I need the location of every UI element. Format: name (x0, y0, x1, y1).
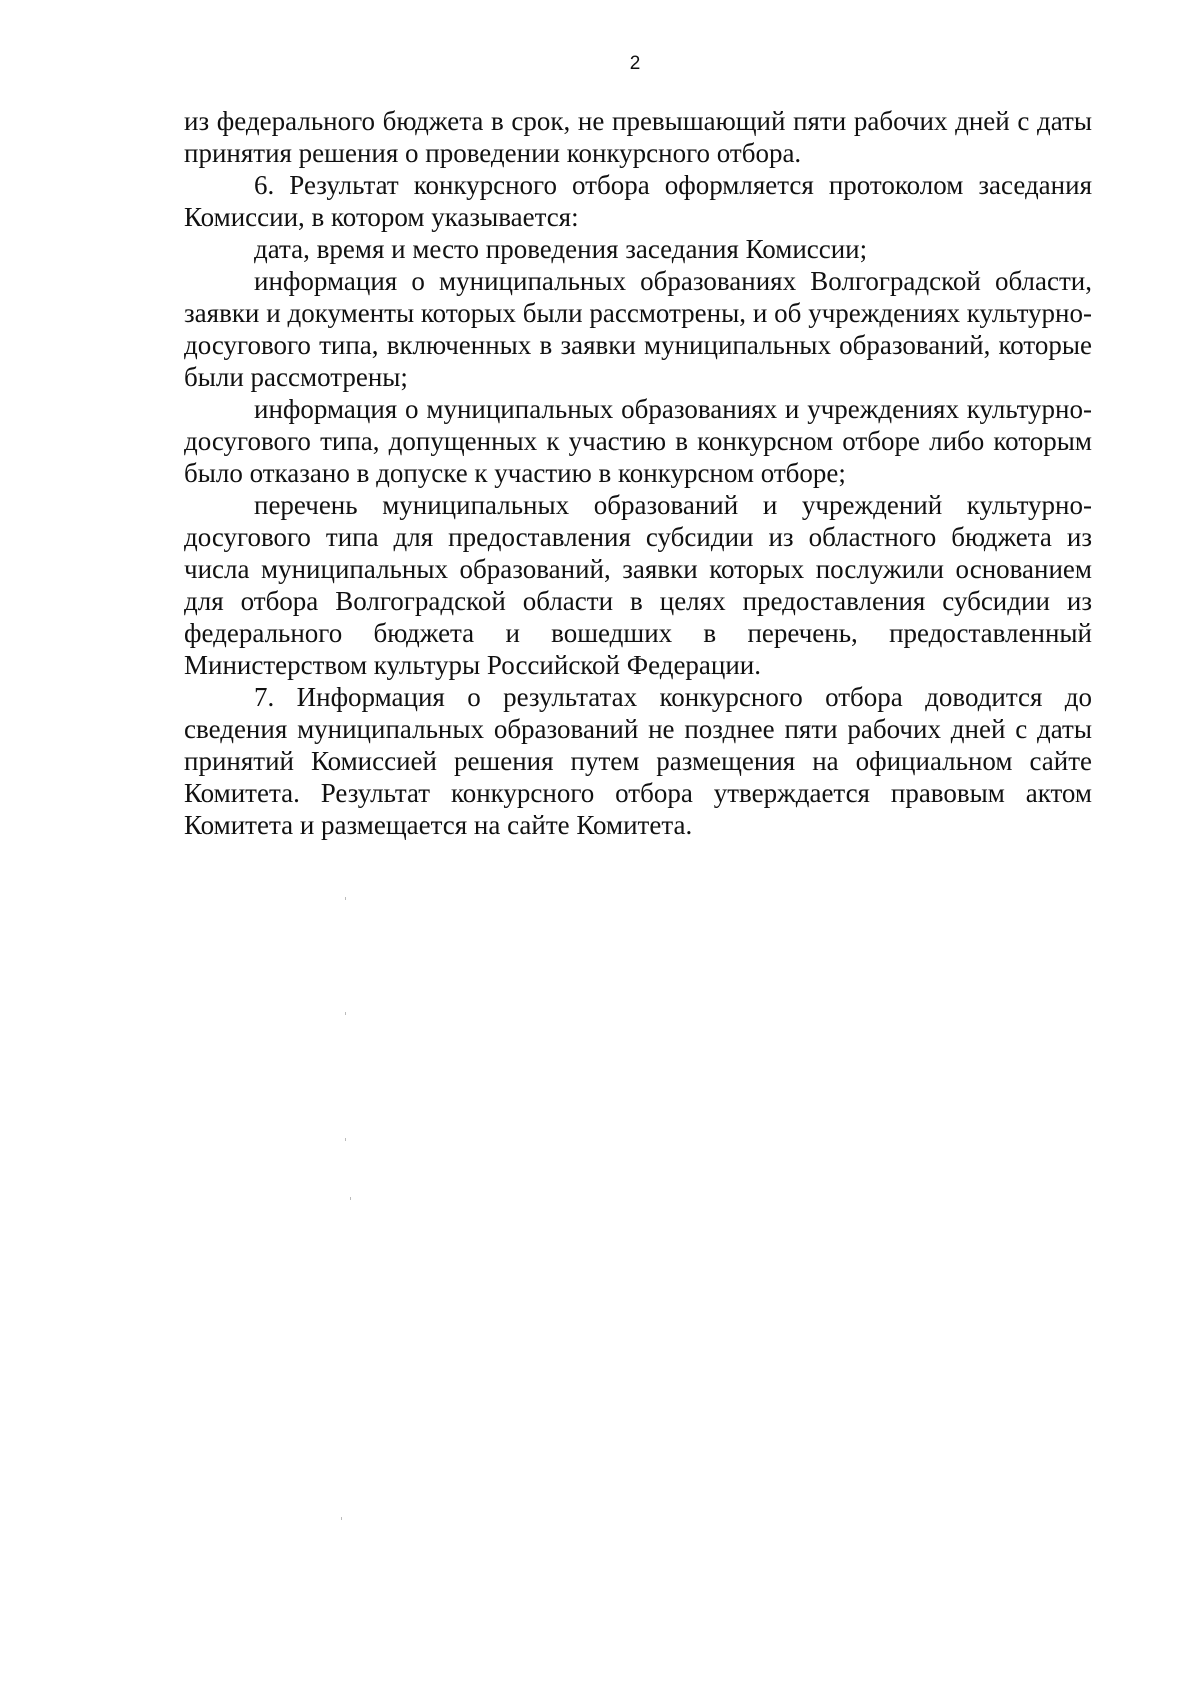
paragraph-item-6: 6. Результат конкурсного отбора оформляется протоколом заседания Комиссии, в котором указывается: (184, 170, 1092, 232)
page-number: 2 (629, 53, 641, 74)
scan-speck (345, 1012, 346, 1015)
paragraph-protocol-admitted: информация о муниципальных образованиях и учреждениях культурно-досугового типа, допущенных к участию в конкурсном отборе либо которым было отказано в допуске к участию в конкурсном отборе; (184, 394, 1092, 488)
scan-speck (341, 1517, 342, 1520)
scan-speck (345, 897, 346, 900)
paragraph-protocol-date: дата, время и место проведения заседания Комиссии; (254, 234, 868, 264)
scan-speck (345, 1138, 346, 1141)
paragraph-item-7: 7. Информация о результатах конкурсного отбора доводится до сведения муниципальных образований не позднее пяти рабочих дней с даты принятий Комиссией решения путем размещения на официальном сайте Комитета. Результат конкурсного отбора утверждается правовым актом Комитета и размещается на сайте Комитета. (184, 682, 1092, 840)
paragraph-protocol-list: перечень муниципальных образований и учреждений культурно-досугового типа для предоставления субсидии из областного бюджета из числа муниципальных образований, заявки которых послужили основанием для отбора Волгоградской области в целях предоставления субсидии из федерального бюджета и вошедших в перечень, предоставленный Министерством культуры Российской Федерации. (184, 490, 1092, 680)
document-body (184, 105, 1092, 841)
paragraph-continuation: из федерального бюджета в срок, не превышающий пяти рабочих дней с даты принятия решения о проведении конкурсного отбора. (184, 106, 1092, 168)
paragraph-protocol-reviewed: информация о муниципальных образованиях Волгоградской области, заявки и документы которых были рассмотрены, и об учреждениях культурно-досугового типа, включенных в заявки муниципальных образований, которые были рассмотрены; (184, 266, 1092, 392)
scan-speck (350, 1197, 351, 1200)
